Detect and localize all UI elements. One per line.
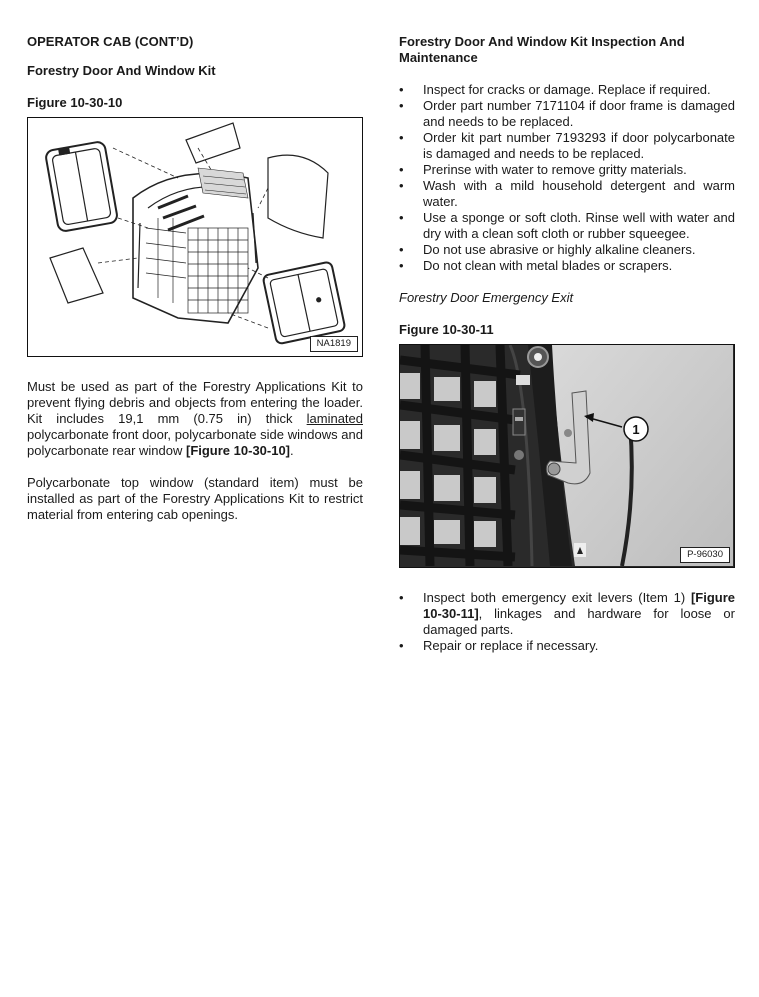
list-item: • Wash with a mild household detergent and warm water. (399, 178, 735, 210)
figure-code: NA1819 (310, 336, 358, 352)
side-door-part (263, 261, 346, 344)
list-item: • Order part number 7171104 if door frame is damaged and needs to be replaced. (399, 98, 735, 130)
figure-label: Figure 10-30-10 (27, 95, 123, 110)
cab-body (133, 168, 258, 323)
list-item: • Do not clean with metal blades or scrapers. (399, 258, 735, 274)
figure-reference: [Figure 10-30-11] (423, 590, 735, 621)
para-text: . (290, 443, 294, 458)
underlined-term: laminated (306, 411, 363, 426)
figure-emergency-exit-photo (399, 344, 735, 568)
para-text: polycarbonate front door, polycarbonate side windows and polycarbonate rear window (27, 427, 363, 458)
inspection-bullet-list (399, 82, 735, 274)
figure-reference: [Figure 10-30-10] (185, 443, 291, 458)
inspection-section-title: Forestry Door And Window Kit Inspection And Maintenance (399, 34, 685, 65)
kit-description-paragraph (27, 379, 363, 459)
figure-code: P-96030 (680, 547, 730, 563)
emergency-exit-title: Forestry Door Emergency Exit (399, 290, 574, 305)
list-item (399, 590, 735, 638)
list-text: Inspect both emergency exit levers (Item 1) (423, 590, 691, 605)
list-item: • Do not use abrasive or highly alkaline cleaners. (399, 242, 735, 258)
list-item: • Repair or replace if necessary. (399, 638, 735, 654)
front-door-part (45, 141, 118, 232)
figure-forestry-kit-exploded (27, 117, 363, 357)
section-title: OPERATOR CAB (CONT’D) (27, 34, 194, 49)
exploded-cab-illustration (28, 118, 361, 355)
emergency-exit-photo (400, 345, 733, 566)
list-item: • Order kit part number 7193293 if door polycarbonate is damaged and needs to be replaced. (399, 130, 735, 162)
right-column (399, 34, 735, 670)
subsection-title: Forestry Door And Window Kit (27, 63, 216, 78)
left-column (27, 34, 363, 539)
list-item: • Inspect for cracks or damage. Replace if required. (399, 82, 735, 98)
figure-label: Figure 10-30-11 (399, 322, 494, 337)
callout-number: 1 (632, 422, 640, 437)
emergency-exit-bullet-list (399, 590, 735, 654)
list-item: • Use a sponge or soft cloth. Rinse well with water and dry with a clean soft cloth or rubber squeegee. (399, 210, 735, 242)
list-item: • Prerinse with water to remove gritty materials. (399, 162, 735, 178)
top-window-paragraph: Polycarbonate top window (standard item) must be installed as part of the Forestry Applications Kit to restrict material from entering cab openings. (27, 475, 363, 522)
list-text: , linkages and hardware for loose or damaged parts. (423, 606, 735, 637)
para-text: Must be used as part of the Forestry Applications Kit to prevent flying debris and objects from entering the loader. Kit includes 19,1 mm (0.75 in) thick (27, 379, 363, 426)
